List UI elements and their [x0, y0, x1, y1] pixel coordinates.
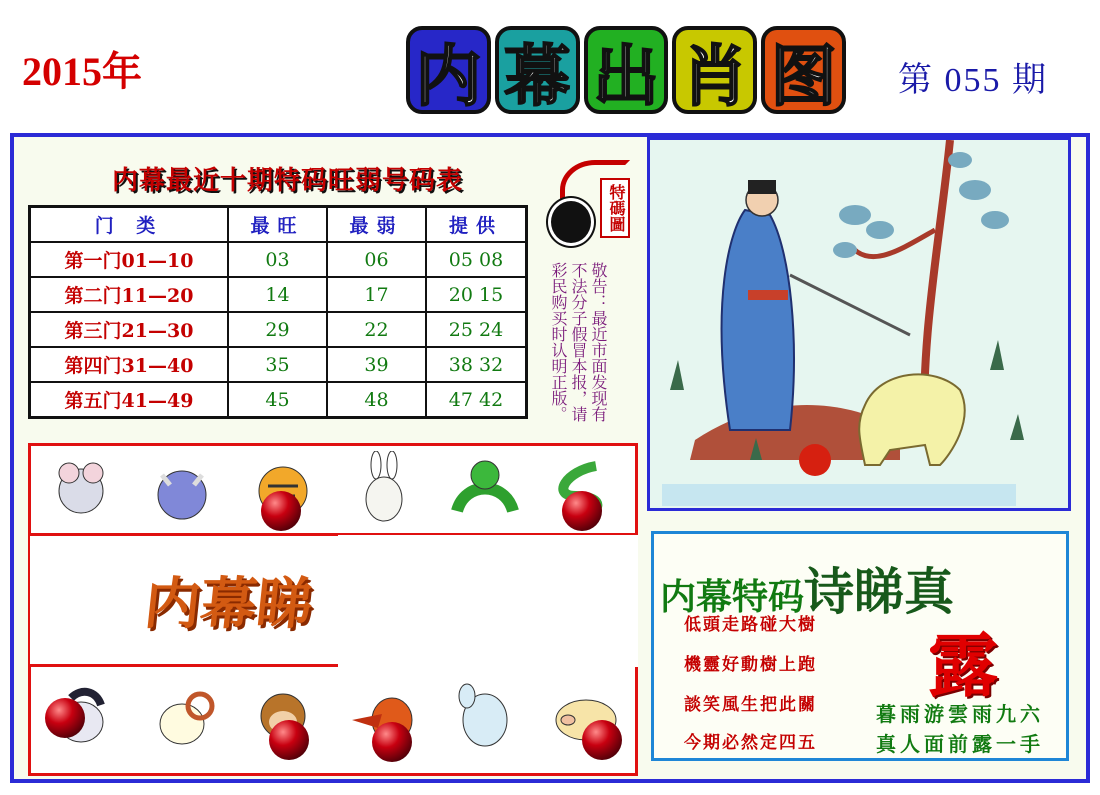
title-char: 图: [761, 26, 846, 114]
poem-line: 談笑風生把此關: [684, 695, 817, 715]
cell-provide: 47 42: [426, 382, 527, 418]
snake-icon: [546, 451, 626, 529]
cell-max: 29: [228, 312, 327, 347]
row-label: 第四门31—40: [30, 347, 229, 382]
cell-max: 45: [228, 382, 327, 418]
col-header: 最旺: [228, 207, 327, 243]
pot-icon: [548, 198, 594, 246]
poem-line: 低頭走路碰大樹: [684, 615, 817, 635]
horse-icon: [41, 680, 121, 758]
tiger-icon: [243, 451, 323, 529]
col-header: 提供: [426, 207, 527, 243]
title-char: 出: [584, 26, 669, 114]
row-label: 第二门11—20: [30, 277, 229, 312]
table-row: [30, 242, 527, 277]
rabbit-icon: [344, 451, 424, 529]
scholar-bear-illustration: [650, 140, 1068, 508]
zodiac-row-bottom: [30, 676, 636, 762]
dog-icon: [445, 680, 525, 758]
cell-provide: 25 24: [426, 312, 527, 347]
red-ball-icon: [261, 491, 301, 531]
cell-min: 17: [327, 277, 426, 312]
cell-max: 03: [228, 242, 327, 277]
row-label: 第三门21—30: [30, 312, 229, 347]
dragon-icon: [445, 451, 525, 529]
cell-min: 06: [327, 242, 426, 277]
poem-caption: 真人面前露一手: [876, 732, 1044, 756]
year-label: 2015年: [22, 49, 142, 94]
col-header: 最弱: [327, 207, 426, 243]
brand-label: 内幕睇: [141, 572, 316, 637]
blank-area: [338, 535, 638, 667]
red-ball-icon: [562, 491, 602, 531]
poem-caption: 暮雨游雲雨九六: [876, 702, 1044, 726]
notice-text: 敬告：最近市面发现有不法分子假冒本报，请彩民购买时认明正版。: [549, 262, 608, 422]
col-header: 门 类: [30, 207, 229, 243]
table-row: [30, 312, 527, 347]
rooster-icon: [344, 680, 424, 758]
red-ball-icon: [45, 698, 85, 738]
row-label: 第五门41—49: [30, 382, 229, 418]
rat-icon: [41, 451, 121, 529]
poem-line: 機靈好動樹上跑: [684, 655, 817, 675]
table-row: [30, 347, 527, 382]
cell-max: 35: [228, 347, 327, 382]
page-title: [406, 26, 846, 115]
red-ball-icon: [269, 720, 309, 760]
monkey-icon: [243, 680, 323, 758]
poem-line: 今期必然定四五: [684, 733, 817, 753]
illustration: [647, 137, 1071, 511]
red-ball-icon: [582, 720, 622, 760]
cell-max: 14: [228, 277, 327, 312]
poem-title-big: 诗睇真: [804, 563, 955, 621]
row-label: 第一门01—10: [30, 242, 229, 277]
zodiac-row-top: [30, 447, 636, 533]
title-char: 幕: [495, 26, 580, 114]
pig-icon: [546, 680, 626, 758]
title-char: 内: [406, 26, 491, 114]
cell-provide: 20 15: [426, 277, 527, 312]
goat-icon: [142, 680, 222, 758]
stamp-label: 特碼圖: [600, 178, 630, 238]
cell-min: 39: [327, 347, 426, 382]
issue-number: 第 055 期: [898, 62, 1048, 99]
table-title: 内幕最近十期特码旺弱号码表: [112, 166, 464, 196]
poem-key-char: 露: [928, 625, 998, 707]
number-table: [28, 205, 528, 419]
table-row: [30, 277, 527, 312]
title-char: 肖: [672, 26, 757, 114]
red-ball-icon: [372, 722, 412, 762]
table-row: [30, 382, 527, 418]
cell-provide: 05 08: [426, 242, 527, 277]
cell-min: 22: [327, 312, 426, 347]
cell-min: 48: [327, 382, 426, 418]
poem-title-main: 内幕特码: [660, 577, 805, 618]
cell-provide: 38 32: [426, 347, 527, 382]
ox-icon: [142, 451, 222, 529]
